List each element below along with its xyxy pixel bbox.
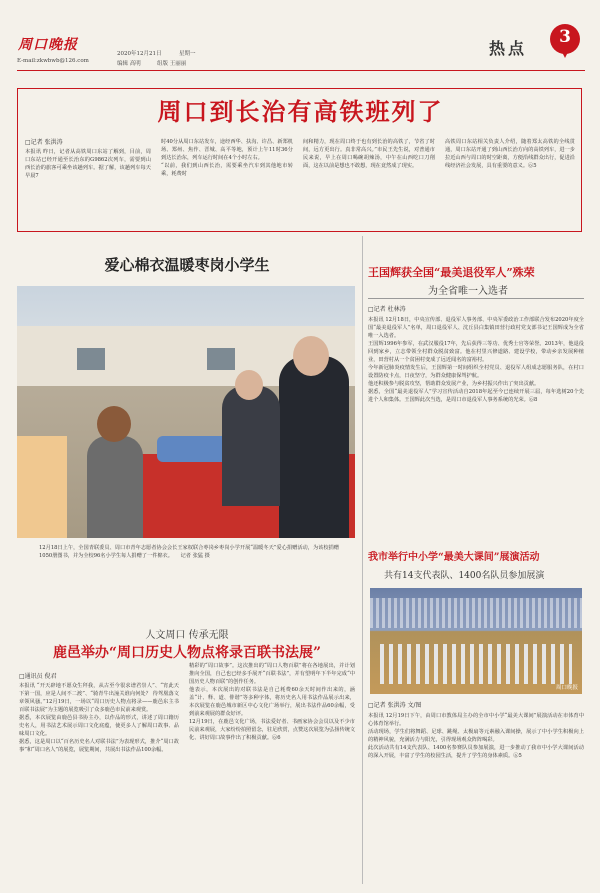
column-divider [362,236,363,884]
article-cotton-coats [17,236,357,586]
box-stack [17,436,67,538]
adult-figure-2 [222,386,280,506]
headline-col-1: 本报讯 昨日，记者从高铁周口东站了解到，目前，周口东站已经开通至长治东的G9862次列车，需要到山西长治的旅客可乘坐该趟列车。据了解，该趟列车每天早晨7 [25,149,151,179]
performer-rows [380,644,572,684]
page-number: 3 [559,27,571,47]
article2-col-2: 精彩的“周口故事”。这次推出的“周口人物百联”将在各地展出，并计划推向全国，自己也已经多手展开“百联书法”，并有望明年下半年完成“中国历史人物百联”的创作任务。 他表示，本次展出的对联书法是自己耗费60余天时间作出来的，涵盖“计、释、道、俳谐”等多种字体，将历史名人用书法作品展示出来，本次展览在鹿邑城市新区中心文化广场举行，展出书法作品60余幅，受到前来观展的群众好评。 12月19日，在鹿邑文化广场，书法爱好者、书画家协会会员以及不少市民前来观展，大家纷纷拍照留念，驻足欣赏，点赞这次展览为弘扬传统文化、讲好周口故事作出了积极贡献。⑥6 [189,663,355,741]
adult-head-2 [235,370,263,400]
newspaper-logo: 周口晚报 [18,37,78,53]
article2-col-1: 本报讯 “开天辟地不愿众生拜我，从古至今很求谱君崇人”、“宵此天下第一国，应是人间不二渡”、“骑青牛出潼关谁向何处？ 待驾凰落文章领风骚。”12月19日，一场以“周口历史人物点将录——鹿邑东主书百联书法展”为主题的展览吸引了众多鹿邑市民前来观赏。 据悉，本次展览由鹿邑县书协主办，以作品的形式，讲述了周口籍历史名人，用书法艺术展示周口文化底蕴，使更多人了解周口故事、品味周口文化。 据悉，这是周口以“百名历史名人对联书法”为表现形式，推介“周口故事”和“周口名人”的展览，展览期间，共展出书法作品100余幅。 [19,683,179,753]
article4-byline-text: □记者 张洪涛 文/图 [368,702,422,709]
child-figure [87,436,143,538]
article-recess [368,540,584,885]
photo-watermark: 周口晚报 [555,685,578,691]
editor-credit: 编辑 高明 [117,61,141,67]
masthead [0,0,600,78]
window-left [77,348,105,370]
article-veteran [368,236,584,536]
headline-byline [25,137,63,146]
recess-photo [370,588,582,694]
issue-weekday: 星期一 [179,51,196,57]
photo-caption [39,544,339,584]
article3-rule [368,298,584,299]
article-calligraphy [17,620,357,885]
donation-photo [17,286,355,538]
adult-head [293,336,329,376]
article2-byline-text: □通讯员 倪君 [19,673,57,680]
article2-title: 鹿邑举办“周口历史人物点将录百联书法展” [52,645,322,661]
article4-byline [368,700,422,709]
article2-byline [19,671,57,680]
article1-title: 爱心棉衣温暖枣岗小学生 [104,256,270,274]
headline-col-4: 高铁周口东站相关负责人介绍，随着郑太高铁的全线贯通，周口东站开通了到山西长治方向的高铁列车，进一步拉近山西与周口的时空距离，方便沿线群众出行，促进沿线经济社会发展，具有重要的意义。⑥5 [445,139,575,169]
designer-credit: 组版 王丽丽 [157,61,187,67]
photo-caption-text: 12月18日上午，全国青联委员、周口市青年志愿者协会会长王家权联合枣岗乡枣岗小学开展“温暖冬天”爱心捐赠活动，为该校捐赠1050册图书，并为全校96名小学生每人捐赠了一件棉衣。 [39,545,339,559]
email-line: E-mail:zkwbwb@126.com [17,58,89,64]
headline-col-2: 时40分从周口东站发车，途经西华、扶沟、许昌、新郑机场、郑州、焦作、晋城、高平等地，预计上午11时36分到达长治东，列车运行时间在4个小时左右。 “以前，我们到山西长治，需要乘坐汽车到其他地市转乘，耗费时 [161,139,293,177]
article3-subtitle: 为全省唯一入选者 [428,286,508,297]
article3-byline-text: □记者 杜林涛 [368,306,406,313]
headline-col-3: 间和精力，现在周口终于也有到长治的高铁了，节省了时间，远方更出行。真非常高兴。”市民王先生说，对普通市民来说，早上在周口喝碗胡辣汤，中午在山西吃口刀削面，这在以前是想也不敢想，现在竟然成了现实。 [303,139,435,169]
article3-title: 王国辉获全国“最美退役军人”殊荣 [368,266,535,279]
page-number-badge [550,24,580,54]
headline-title: 周口到长治有高铁班列了 [157,97,444,126]
article4-title: 我市举行中小学“最美大课间”展演活动 [368,552,540,563]
adult-figure [279,356,349,538]
masthead-rule [17,70,585,71]
headline-byline-text: □记者 张洪涛 [25,139,63,146]
photo-caption-author: 记者 张猛 摄 [180,553,210,559]
crowd-stands [370,598,582,628]
badge-tail [561,50,569,58]
child-head [97,406,131,442]
article4-body: 本报讯 12月19日下午，由周口市教体局主办的全市中小学“最美大课间”展演活动在市体育中心体育馆举行。 活动现场，学生们将舞蹈、足球、跳绳、太极扇等元素融入课间操，展示了中小学生积极向上的精神风貌，充满活力与阳光，引得现场观众阵阵喝彩。 此次活动共有14支代表队、1400名参赛队员参加展演，进一步推动了我市中小学大课间活动的深入开展，丰富了学生的校园生活，提升了学生的身体素质。⑥5 [368,713,584,759]
article2-kicker: 人文周口 传承无限 [145,630,229,641]
article3-byline [368,304,406,313]
article4-subtitle: 共有14支代表队、1400名队员参加展演 [384,571,545,581]
article3-body: 本报讯 12月18日，中央宣传部、退役军人事务部、中央军委政治工作部联合发布2020年度全国“最美退役军人”名单，周口退役军人、沈丘县白集镇田营行政村党支部书记王国辉成为全省唯一入选者。 王国辉1996年参军，在武汉服役17年，先后获得三等功、优秀士官等荣誉。2013年，他退役回到家乡，立志带领全村群众脱贫致富。他在村里兴修道路、建设学校，带动乡亲发展种植业，田营村从一个贫困村变成了远近闻名的富裕村。 今年新冠肺炎疫情发生后，王国辉第一时间组织全村党员、退役军人组成志愿服务队，在村口设置防疫卡点，日夜坚守，为群众健康保驾护航。 他还积极参与脱贫攻坚，帮助群众发展产业，为乡村振兴作出了突出贡献。 据悉，全国“最美退役军人”学习宣传活动自2018年起至今已连续开展三届，每年选树20个先进个人和集体。王国辉此次当选，是周口市退役军人事务系统的光荣。⑥8 [368,317,584,403]
headline-story [17,82,584,232]
window-right [207,348,235,370]
issue-date: 2020年12月21日 [117,51,162,57]
section-title: 热点 [489,39,528,58]
